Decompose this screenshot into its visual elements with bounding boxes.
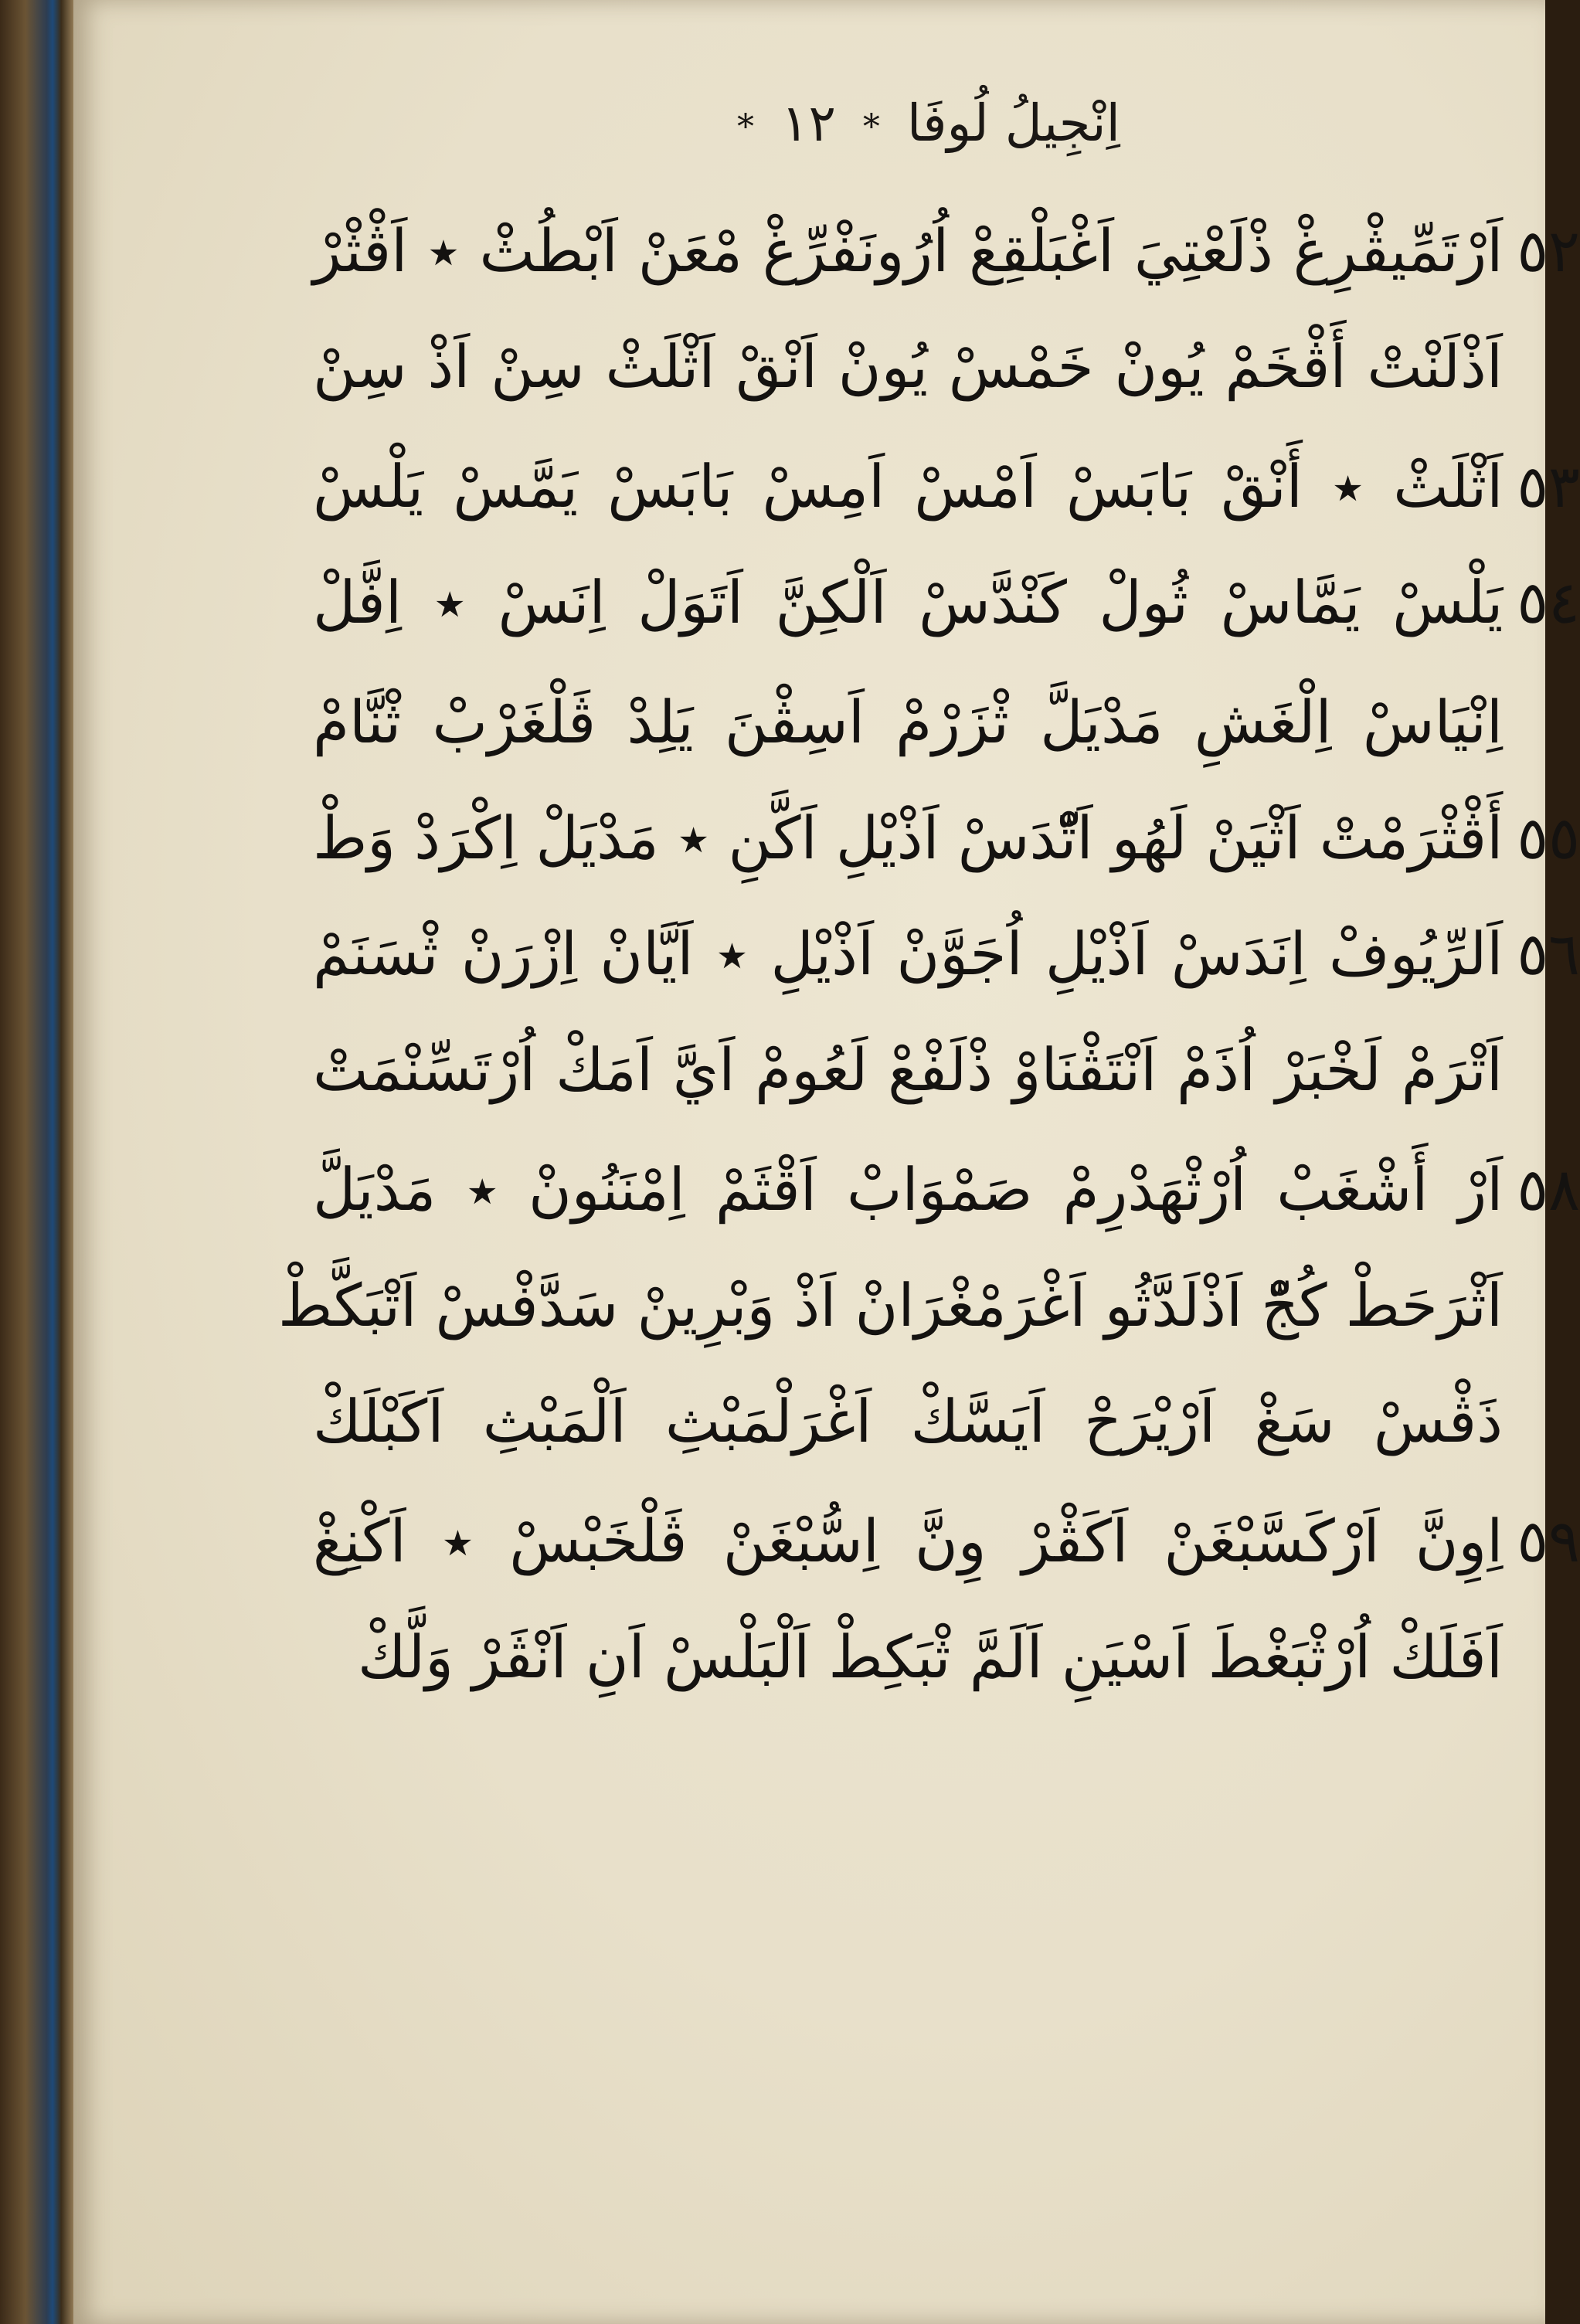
book-binding: [0, 0, 85, 2324]
text-line: [313, 1599, 1503, 1715]
verse-number: ٥٥: [1517, 804, 1580, 872]
line-text: اَتْرَمْ لَخْبَرْ اُذَمْ اَنْتَڤْنَاوْ ذْلَفْعْ لَعُومْ اَيَّ اَمَكْ اُرْتَسِّنْمَتْ: [313, 1035, 1503, 1104]
line-text: اَرْتَمِّيڤْرِغْ ذْلَعْتِيَ اَغْبَلْقِعْ اُرُونَفْرِّغْ مْعَنْ اَبْطُثْ ٭ اَڤْثْرْ: [313, 216, 1504, 285]
verse-number: ٥٢: [1517, 216, 1580, 285]
text-line: [313, 193, 1580, 309]
text-line: [313, 545, 1580, 661]
verse-number: ٥٣: [1517, 452, 1580, 521]
verse-number: ٥٩: [1517, 1507, 1580, 1575]
verse-number: ٥٨: [1517, 1155, 1580, 1224]
text-body: [278, 193, 1580, 1738]
running-header: [614, 81, 1232, 166]
asterisk-ornament: *: [862, 107, 880, 147]
line-text: اِوِنَّ اَرْكَسَّبْغَنْ اَكَڤْرْ وِنَّ اِسُّبْغَنْ ڤَلْخَبْسْ ٭ اَكْنِغْ: [313, 1507, 1504, 1575]
text-line: [278, 1248, 1503, 1364]
line-text: ذَڤْسْ سَغْ اَرْيْرَحْ اَيَسَّكْ اَغْرَلْمَبْثِ اَلْمَبْثِ اَكَبْلَكْ: [313, 1387, 1503, 1456]
line-text: اَثْلَثْ ٭ أَنْقْ بَابَسْ اَمْسْ اَمِسْ بَابَسْ يَمَّسْ يَلْسْ: [313, 452, 1504, 521]
book-title: اِنْجِيلُ لُوفَا: [906, 93, 1120, 153]
line-text: اَفَلَكْ اُرْثْبَغْطَ اَسْيَنِ اَلَمَّ ثْبَكِطْ اَلْبَلْسْ اَنِ اَنْڤَرْ وَلَّكْ: [358, 1622, 1503, 1691]
text-line: [313, 1483, 1580, 1599]
verse-number: ٥٤: [1517, 568, 1580, 637]
line-text: اَذْلَنْتْ أَڤْخَمْ يُونْ خَمْسْ يُونْ اَنْقْ اَثْلَثْ سِنْ اَذْ سِنْ: [313, 332, 1503, 401]
text-line: [313, 309, 1503, 425]
text-line: [313, 664, 1503, 780]
text-line: [313, 1012, 1503, 1128]
verse-number: ٥٦: [1517, 919, 1580, 988]
book-page: [73, 0, 1580, 2324]
asterisk-ornament: *: [737, 107, 755, 147]
text-line: [313, 1364, 1503, 1480]
text-line: [313, 780, 1580, 896]
line-text: يَلْسْ يَمَّاسْ ثُولْ كَنْدَّسْ اَلْكِنَّ اَتَوَلْ اِنَسْ ٭ اِفَّلْ: [313, 568, 1504, 637]
line-text: اَلرِّيُوفْ اِنَدَسْ اَذْيْلِ اُجَوَّنْ اَذْيْلِ ٭ اَيَّانْ اِزْرَنْ ثْسَنَمْ: [313, 919, 1504, 988]
page-number: ١٢: [781, 93, 836, 153]
line-text: اَثْرَحَطْ كُجّْ اَذْلَدَّثُو اَغْرَمْغْرَانْ اَذْ وَبْرِينْ سَدَّفْسْ اَتْبَكَّطْ: [278, 1271, 1503, 1340]
text-line: [313, 896, 1580, 1012]
line-text: اِنْيَاسْ اِلْغَشِ مَدْيَلَّ ثْزَرْمْ اَسِڤْنَ يَلِدْ ڤَلْغَرْبْ ثْنَّامْ: [313, 688, 1503, 756]
line-text: اَرْ أَشْغَبْ اُرْثْهَدْرِمْ صَمْوَابْ اَقْثَمْ اِمْنَنُونْ ٭ مَدْيَلَّ: [313, 1155, 1504, 1224]
line-text: أَڤْثْرَمْتْ اَثْيَنْ لَهُو اَتّْدَسْ اَذْيْلِ اَكَّنِ ٭ مَدْيَلْ اِكْرَدْ وَطْ: [313, 804, 1504, 872]
text-line: [313, 1132, 1580, 1248]
text-line: [313, 429, 1580, 545]
